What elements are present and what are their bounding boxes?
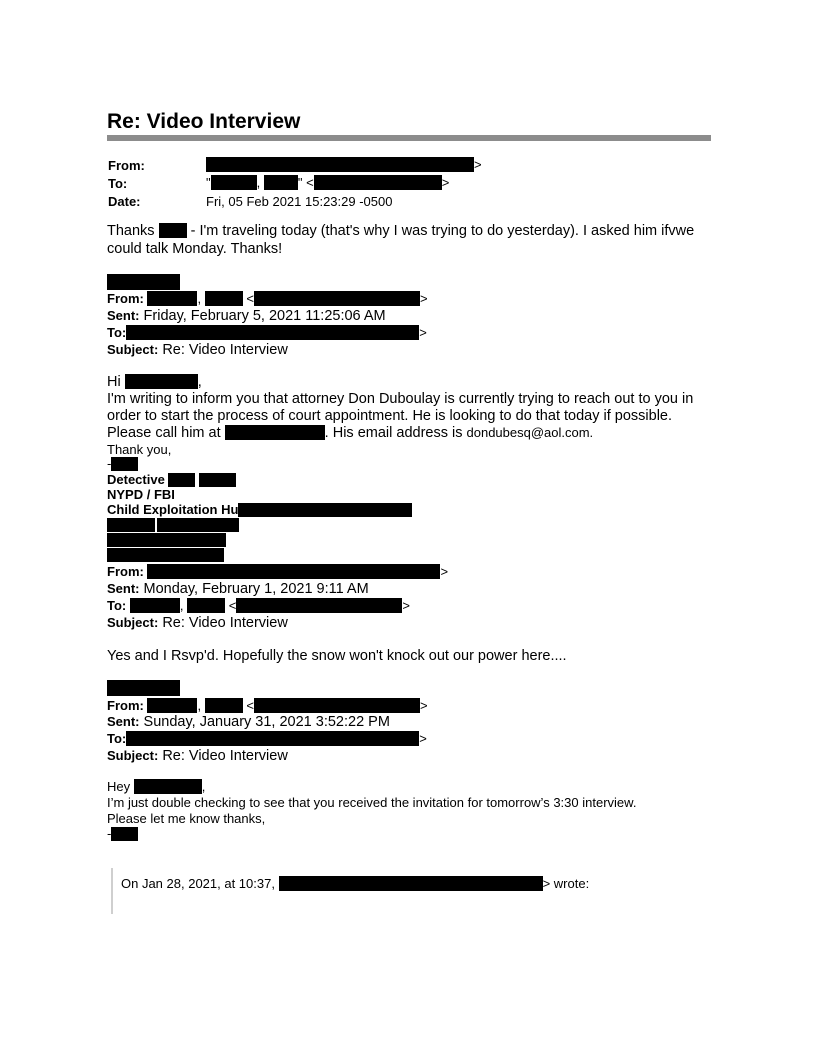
msg4-greeting: Hey ,	[107, 779, 206, 794]
quote-bar	[111, 868, 113, 914]
msg4-sent-line: Sent: Sunday, January 31, 2021 3:52:22 PM	[107, 714, 390, 730]
msg2-subject-line: Subject: Re: Video Interview	[107, 342, 288, 358]
title-divider	[107, 135, 711, 141]
header-to-label: To:	[108, 176, 128, 191]
redaction-block	[225, 425, 325, 440]
signature-unit: Child Exploitation Hu	[107, 502, 412, 517]
redaction-block	[187, 598, 225, 613]
redaction-block	[254, 291, 420, 306]
body-line: Yes and I Rsvp'd. Hopefully the snow won't knock out our power here....	[107, 648, 567, 664]
redaction-block	[211, 175, 257, 190]
redaction-block	[107, 533, 226, 547]
redaction-block	[107, 518, 155, 532]
msg4-from-line: From: , < >	[107, 698, 428, 713]
redaction-block	[254, 698, 420, 713]
redaction-block	[126, 731, 419, 746]
header-date-label: Date:	[108, 194, 141, 209]
msg3-subject-line: Subject: Re: Video Interview	[107, 615, 288, 631]
body-line: could talk Monday. Thanks!	[107, 241, 283, 257]
msg2-sent-line: Sent: Friday, February 5, 2021 11:25:06 AM	[107, 308, 386, 324]
redaction-block	[314, 175, 442, 190]
body-line: Thank you,	[107, 442, 172, 457]
redaction-block	[199, 473, 236, 487]
redaction-block	[107, 680, 180, 696]
redaction-block	[205, 698, 243, 713]
email-subject-title: Re: Video Interview	[107, 110, 301, 133]
header-date-value: Fri, 05 Feb 2021 15:23:29 -0500	[206, 194, 393, 209]
redaction-block	[130, 598, 180, 613]
quote-attribution: On Jan 28, 2021, at 10:37, > wrote:	[121, 876, 590, 891]
redaction-block	[125, 374, 198, 389]
msg2-to-line: To: >	[107, 325, 427, 340]
body-line: Please call him at . His email address is dondubesq@aol.com.	[107, 425, 594, 441]
redaction-block	[147, 698, 197, 713]
redaction-block	[236, 598, 402, 613]
body-line: order to start the process of court appointment. He is looking to do that today if possible.	[107, 408, 673, 424]
redaction-block	[279, 876, 543, 891]
header-from-value: >	[206, 157, 482, 172]
redaction-block	[238, 503, 412, 517]
body-line: I'm writing to inform you that attorney Don Duboulay is currently trying to reach out to you in	[107, 391, 694, 407]
signature-dash: -	[107, 456, 138, 471]
redaction-block	[205, 291, 243, 306]
redaction-block	[111, 457, 138, 471]
redaction-block	[264, 175, 298, 190]
msg3-from-line: From: >	[107, 564, 449, 579]
msg3-sent-line: Sent: Monday, February 1, 2021 9:11 AM	[107, 581, 369, 597]
redaction-block	[126, 325, 419, 340]
redaction-block	[107, 548, 224, 562]
attorney-email: dondubesq@aol.com.	[466, 425, 594, 440]
msg2-from-line: From: , < >	[107, 291, 428, 306]
msg2-greeting: Hi ,	[107, 374, 202, 390]
redaction-block	[107, 274, 180, 290]
redaction-block	[147, 291, 197, 306]
header-to-value: " , " < >	[206, 175, 450, 190]
redaction-block	[157, 518, 239, 532]
redaction-block	[147, 564, 440, 579]
redaction-block	[168, 473, 195, 487]
msg3-to-line: To: , < >	[107, 598, 410, 613]
header-from-label: From:	[108, 158, 145, 173]
signature-dash: -	[107, 826, 138, 841]
body-line: Please let me know thanks,	[107, 811, 266, 826]
msg4-to-line: To: >	[107, 731, 427, 746]
redaction-block	[134, 779, 202, 794]
signature-org: NYPD / FBI	[107, 487, 175, 502]
body-line: I’m just double checking to see that you received the invitation for tomorrow’s 3:30 interview.	[107, 795, 637, 810]
body-line: Thanks - I'm traveling today (that's why I was trying to do yesterday). I asked him ifvwe	[107, 223, 695, 239]
redaction-block	[159, 223, 187, 238]
redaction-block	[206, 157, 474, 172]
redaction-block	[111, 827, 138, 841]
msg4-subject-line: Subject: Re: Video Interview	[107, 748, 288, 764]
signature-title: Detective	[107, 472, 236, 487]
